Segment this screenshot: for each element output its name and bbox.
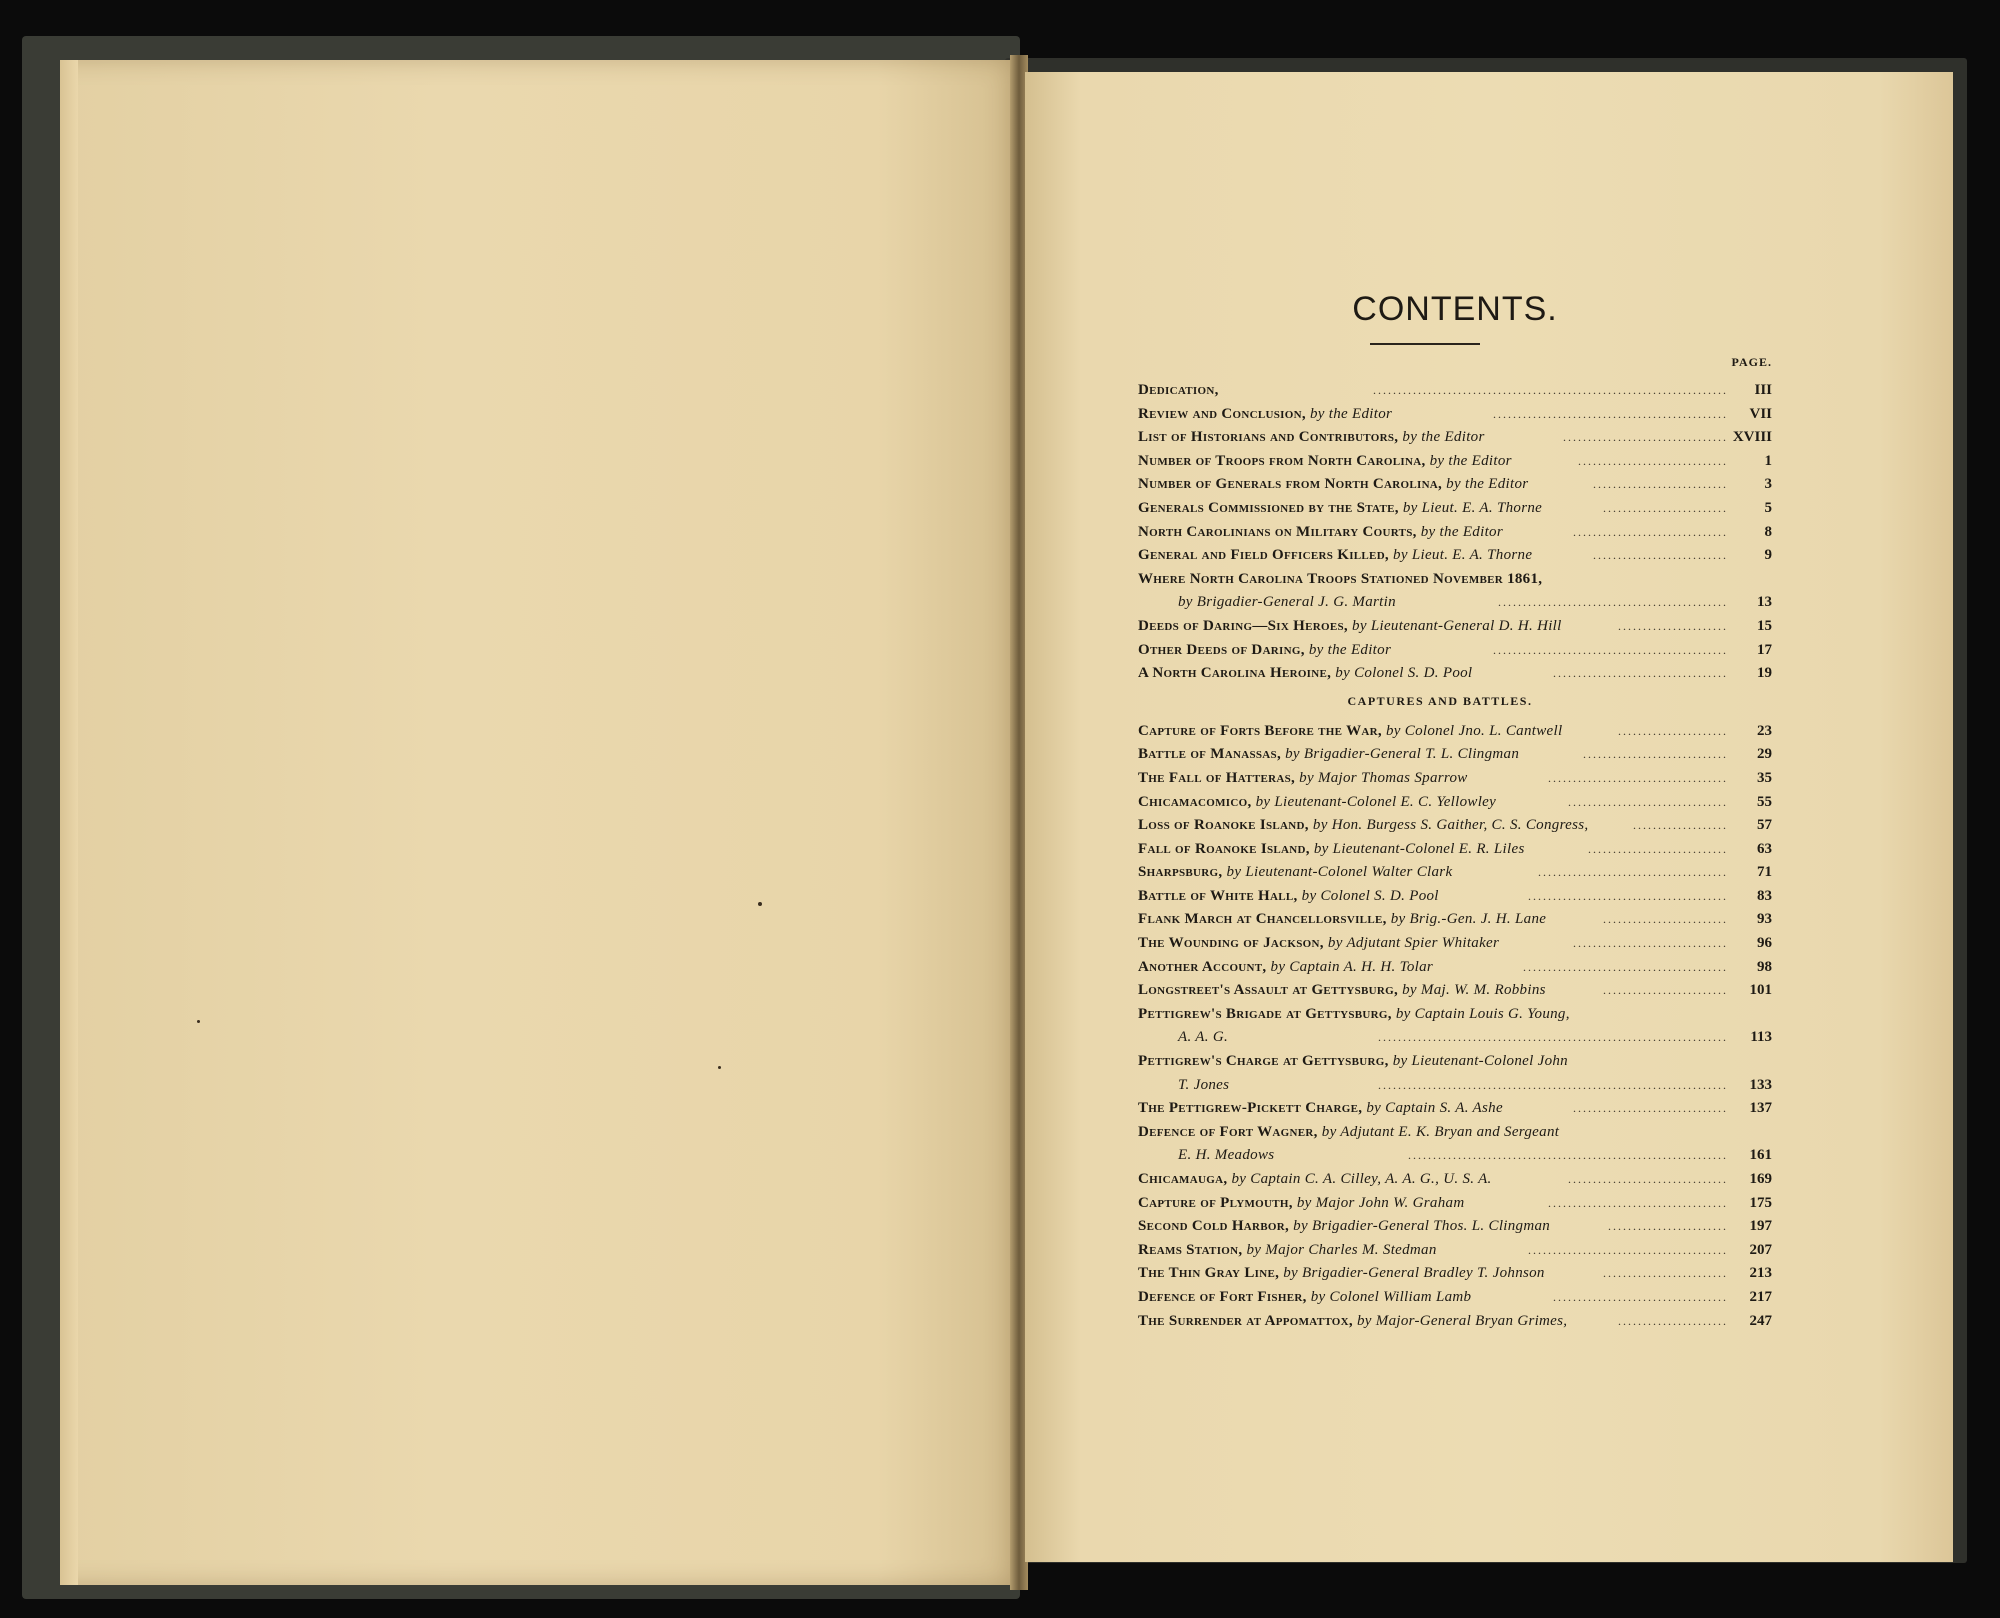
leader-dots: ................................ xyxy=(1568,1172,1728,1186)
contents-entry xyxy=(1138,1050,1772,1074)
entry-page-number: 3 xyxy=(1764,476,1772,493)
entry-author: by Colonel Jno. L. Cantwell xyxy=(1385,722,1563,739)
entry-author: by Colonel William Lamb xyxy=(1310,1288,1472,1305)
contents-entry xyxy=(1138,979,1772,1003)
entry-page-number: 29 xyxy=(1757,746,1772,763)
entry-text xyxy=(1138,956,1433,980)
entry-author: by Hon. Burgess S. Gaither, C. S. Congress, xyxy=(1312,817,1589,834)
entry-title: Capture of Forts Before the War, xyxy=(1138,722,1382,739)
entry-title: Generals Commissioned by the State, xyxy=(1138,499,1399,516)
entry-page-number: 19 xyxy=(1757,665,1772,682)
entry-page-number: 175 xyxy=(1749,1194,1772,1211)
entry-page-number: 161 xyxy=(1749,1147,1772,1164)
table-of-contents xyxy=(1138,290,1772,1333)
entry-title: Other Deeds of Daring, xyxy=(1138,641,1305,658)
entry-text xyxy=(1138,743,1519,767)
entry-title: Number of Troops from North Carolina, xyxy=(1138,452,1426,469)
entry-text xyxy=(1138,1168,1492,1192)
entry-page-number: 207 xyxy=(1749,1241,1772,1258)
entry-title: Fall of Roanoke Island, xyxy=(1138,840,1310,857)
entry-author: by Major Charles M. Stedman xyxy=(1246,1241,1437,1258)
leader-dots: ............................... xyxy=(1573,936,1728,951)
contents-entry xyxy=(1138,544,1772,568)
leader-dots: ...................... xyxy=(1618,723,1728,738)
entry-title: A North Carolina Heroine, xyxy=(1138,665,1332,682)
entry-author: by Brigadier-General J. G. Martin xyxy=(1178,594,1396,611)
entry-text xyxy=(1138,639,1391,663)
entry-title: General and Field Officers Killed, xyxy=(1138,547,1389,564)
entry-author: by Lieutenant-Colonel John xyxy=(1392,1053,1568,1070)
leader-dots: ........................ xyxy=(1608,1219,1728,1234)
entry-text xyxy=(1138,838,1525,862)
entry-page-number: 133 xyxy=(1749,1076,1772,1093)
leader-dots: ......................... xyxy=(1603,1266,1728,1281)
contents-entry xyxy=(1138,814,1772,838)
leader-dots: ......................................... xyxy=(1523,959,1728,974)
entry-author: A. A. G. xyxy=(1178,1029,1229,1046)
entry-title: Second Cold Harbor, xyxy=(1138,1218,1290,1235)
contents-entry xyxy=(1138,1262,1772,1286)
entry-text xyxy=(1138,1003,1570,1027)
entry-page-number: 55 xyxy=(1757,793,1772,810)
entry-page-number: 13 xyxy=(1757,594,1772,611)
entry-page-number: 63 xyxy=(1757,840,1772,857)
entry-title: Sharpsburg, xyxy=(1138,864,1223,881)
entry-text xyxy=(1138,544,1532,568)
leader-dots: ................................................................ xyxy=(1408,1148,1728,1163)
contents-entry xyxy=(1138,662,1772,686)
contents-entry xyxy=(1138,521,1772,545)
contents-entry xyxy=(1138,450,1772,474)
entry-title: The Surrender at Appomattox, xyxy=(1138,1312,1353,1329)
entry-text xyxy=(1138,1310,1567,1334)
entry-text xyxy=(1178,1074,1229,1098)
entry-text xyxy=(1138,379,1219,403)
leader-dots: ................................ xyxy=(1568,794,1728,809)
contents-entry xyxy=(1138,767,1772,791)
entry-text xyxy=(1138,885,1439,909)
contents-entry xyxy=(1138,1097,1772,1121)
leader-dots: ............................ xyxy=(1588,841,1728,856)
entry-text xyxy=(1138,662,1472,686)
contents-entry xyxy=(1138,908,1772,932)
entry-title: The Thin Gray Line, xyxy=(1138,1265,1280,1282)
paper-speck xyxy=(197,1020,200,1023)
entry-title: Longstreet's Assault at Gettysburg, xyxy=(1138,982,1399,999)
left-endpaper xyxy=(60,60,1022,1585)
entry-title: Number of Generals from North Carolina, xyxy=(1138,476,1443,493)
entry-title: Defence of Fort Wagner, xyxy=(1138,1123,1318,1140)
contents-entries xyxy=(1138,379,1772,686)
page-column-header: PAGE. xyxy=(1731,355,1772,369)
contents-entry xyxy=(1138,838,1772,862)
entry-page-number: VII xyxy=(1749,405,1772,422)
contents-entry xyxy=(1138,426,1772,450)
contents-entry xyxy=(1138,497,1772,521)
contents-entry xyxy=(1138,1215,1772,1239)
entry-author: by Lieut. E. A. Thorne xyxy=(1393,547,1533,564)
leader-dots: ...................... xyxy=(1618,618,1728,633)
entry-author: by Major Thomas Sparrow xyxy=(1299,769,1468,786)
entry-page-number: III xyxy=(1754,382,1772,398)
contents-entry xyxy=(1138,379,1772,403)
contents-entry xyxy=(1138,568,1772,592)
entry-page-number: 169 xyxy=(1749,1171,1772,1187)
entry-page-number: 1 xyxy=(1764,452,1772,469)
entry-title: Battle of Manassas, xyxy=(1138,746,1281,763)
entry-author: by Colonel S. D. Pool xyxy=(1335,665,1473,682)
entry-text xyxy=(1138,521,1503,545)
entry-text xyxy=(1138,908,1546,932)
entry-title: Pettigrew's Brigade at Gettysburg, xyxy=(1138,1005,1392,1022)
contents-entry xyxy=(1138,1168,1772,1192)
leader-dots: ............................. xyxy=(1583,747,1728,762)
entry-text xyxy=(1138,426,1485,450)
contents-entry xyxy=(1138,639,1772,663)
leader-dots: ...................................................................... xyxy=(1378,1030,1728,1045)
entry-page-number: 101 xyxy=(1749,982,1772,999)
contents-entry xyxy=(1138,932,1772,956)
entry-page-number: 8 xyxy=(1764,523,1772,540)
entry-author: by Captain C. A. Cilley, A. A. G., U. S. A. xyxy=(1231,1171,1492,1187)
entry-page-number: 23 xyxy=(1757,722,1772,739)
leader-dots: ............................... xyxy=(1573,1101,1728,1116)
entry-text xyxy=(1178,591,1396,615)
leader-dots: ...................................... xyxy=(1538,865,1728,880)
entry-text xyxy=(1138,403,1392,427)
contents-entry xyxy=(1138,1286,1772,1310)
leader-dots: ...................... xyxy=(1618,1313,1728,1328)
entry-author: by Brigadier-General T. L. Clingman xyxy=(1285,746,1520,763)
contents-entry xyxy=(1138,1026,1772,1050)
contents-entry xyxy=(1138,720,1772,744)
entry-page-number: 98 xyxy=(1757,958,1772,975)
contents-entry xyxy=(1138,1239,1772,1263)
entry-page-number: 5 xyxy=(1764,499,1772,516)
entry-author: by Brig.-Gen. J. H. Lane xyxy=(1390,911,1547,928)
entry-title: Reams Station, xyxy=(1138,1241,1243,1258)
entry-page-number: 17 xyxy=(1757,641,1772,658)
entry-author: by the Editor xyxy=(1309,405,1393,422)
entry-title: Deeds of Daring—Six Heroes, xyxy=(1138,617,1348,634)
entry-author: by the Editor xyxy=(1429,452,1512,469)
leader-dots: ................................... xyxy=(1553,1289,1728,1304)
entry-title: North Carolinians on Military Courts, xyxy=(1138,523,1417,540)
entry-author: by the Editor xyxy=(1446,476,1529,493)
entry-page-number: XVIII xyxy=(1732,429,1772,446)
leader-dots: .............................. xyxy=(1578,453,1728,468)
leader-dots: ................................. xyxy=(1563,430,1728,445)
entry-title: The Pettigrew-Pickett Charge, xyxy=(1138,1100,1363,1117)
entry-text xyxy=(1138,1192,1464,1216)
entry-text xyxy=(1138,1286,1471,1310)
contents-entry xyxy=(1138,1192,1772,1216)
leader-dots: ........................... xyxy=(1593,548,1728,563)
leader-dots: .................................... xyxy=(1548,770,1728,785)
entry-title: The Fall of Hatteras, xyxy=(1138,769,1296,786)
entry-title: The Wounding of Jackson, xyxy=(1138,935,1324,952)
entry-author: by Adjutant Spier Whitaker xyxy=(1327,935,1500,952)
entry-title: Loss of Roanoke Island, xyxy=(1138,817,1309,834)
entry-page-number: 83 xyxy=(1757,887,1772,904)
contents-entry xyxy=(1138,615,1772,639)
contents-entry xyxy=(1138,956,1772,980)
entry-author: by Lieut. E. A. Thorne xyxy=(1402,499,1543,516)
leader-dots: ................... xyxy=(1633,818,1728,833)
entry-page-number: 96 xyxy=(1757,935,1772,952)
entry-author: by Colonel S. D. Pool xyxy=(1301,887,1439,904)
entry-page-number: 113 xyxy=(1750,1029,1772,1046)
title-rule xyxy=(1370,343,1480,345)
leader-dots: ............................... xyxy=(1573,524,1728,539)
entry-author: by Major John W. Graham xyxy=(1296,1194,1465,1211)
entry-author: by Captain Louis G. Young, xyxy=(1395,1005,1570,1022)
entry-author: by Maj. W. M. Robbins xyxy=(1402,982,1546,999)
entry-title: Flank March at Chancellorsville, xyxy=(1138,911,1387,928)
paper-speck xyxy=(758,902,762,906)
contents-title: CONTENTS. xyxy=(1352,290,1558,328)
entry-title: Capture of Plymouth, xyxy=(1138,1194,1293,1211)
leader-dots: ................................... xyxy=(1553,666,1728,681)
entry-title: Defence of Fort Fisher, xyxy=(1138,1288,1307,1305)
entry-author: by Major-General Bryan Grimes, xyxy=(1357,1312,1568,1329)
contents-entry xyxy=(1138,791,1772,815)
entry-page-number: 57 xyxy=(1757,817,1772,834)
entry-title: Review and Conclusion, xyxy=(1138,405,1306,422)
leader-dots: ............................................... xyxy=(1493,406,1728,421)
entry-text xyxy=(1138,720,1562,744)
entry-author: by Brigadier-General Thos. L. Clingman xyxy=(1293,1218,1551,1235)
entry-text xyxy=(1138,615,1562,639)
entry-page-number: 71 xyxy=(1757,864,1772,881)
entry-text xyxy=(1138,861,1452,885)
entry-page-number: 9 xyxy=(1764,547,1772,564)
entry-text xyxy=(1138,1121,1559,1145)
entry-text xyxy=(1138,497,1542,521)
entry-page-number: 247 xyxy=(1749,1312,1772,1329)
contents-entry xyxy=(1138,743,1772,767)
entry-text xyxy=(1178,1026,1228,1050)
leader-dots: ........................................ xyxy=(1528,888,1728,903)
contents-entry xyxy=(1138,861,1772,885)
contents-entry xyxy=(1138,1121,1772,1145)
entry-text xyxy=(1138,791,1496,815)
entry-text xyxy=(1138,1050,1568,1074)
contents-entry xyxy=(1138,1003,1772,1027)
entry-author: by the Editor xyxy=(1420,523,1503,540)
leader-dots: ........................................ xyxy=(1528,1242,1728,1257)
contents-entry xyxy=(1138,1144,1772,1168)
leader-dots: .................................... xyxy=(1548,1195,1728,1210)
entry-page-number: 35 xyxy=(1757,769,1772,786)
leader-dots: ........................... xyxy=(1593,477,1728,492)
entry-text xyxy=(1138,932,1499,956)
entry-title: List of Historians and Contributors, xyxy=(1138,429,1399,446)
entry-text xyxy=(1138,568,1542,592)
contents-entry xyxy=(1138,1074,1772,1098)
entry-author: T. Jones xyxy=(1178,1076,1230,1093)
entry-title: Where North Carolina Troops Stationed November 1861, xyxy=(1138,570,1543,587)
entry-page-number: 197 xyxy=(1749,1218,1772,1235)
leader-dots: ......................... xyxy=(1603,983,1728,998)
leader-dots: ......................... xyxy=(1603,500,1728,515)
entry-author: by Captain S. A. Ashe xyxy=(1366,1100,1503,1117)
entry-title: Pettigrew's Charge at Gettysburg, xyxy=(1138,1053,1389,1070)
entry-page-number: 137 xyxy=(1749,1100,1772,1117)
entry-page-number: 217 xyxy=(1749,1288,1772,1305)
entry-author: by Lieutenant-Colonel E. C. Yellowley xyxy=(1255,793,1497,810)
entry-text xyxy=(1138,473,1528,497)
entry-author: by Lieutenant-Colonel Walter Clark xyxy=(1226,864,1453,881)
contents-entry xyxy=(1138,885,1772,909)
leader-dots: ...................................................................... xyxy=(1378,1077,1728,1092)
entry-text xyxy=(1138,979,1546,1003)
entry-author: by the Editor xyxy=(1308,641,1392,658)
entry-text xyxy=(1138,814,1588,838)
leader-dots: ............................................... xyxy=(1493,642,1728,657)
entry-page-number: 213 xyxy=(1749,1265,1772,1282)
entry-title: Chicamacomico, xyxy=(1138,793,1252,810)
contents-entry xyxy=(1138,473,1772,497)
contents-entry xyxy=(1138,1310,1772,1334)
entry-title: Battle of White Hall, xyxy=(1138,887,1298,904)
entry-text xyxy=(1138,1097,1503,1121)
paper-speck xyxy=(718,1066,721,1069)
section-heading: CAPTURES AND BATTLES. xyxy=(1347,693,1533,708)
entry-text xyxy=(1138,1215,1550,1239)
leader-dots: ....................................................................... xyxy=(1373,383,1728,397)
entry-author: by Brigadier-General Bradley T. Johnson xyxy=(1283,1265,1545,1282)
entry-author: by Adjutant E. K. Bryan and Sergeant xyxy=(1321,1123,1560,1140)
entry-author: by Lieutenant-Colonel E. R. Liles xyxy=(1313,840,1525,857)
endpaper-edge xyxy=(60,60,78,1585)
entry-author: by Lieutenant-General D. H. Hill xyxy=(1352,617,1562,634)
contents-entries-battles xyxy=(1138,720,1772,1333)
contents-entry xyxy=(1138,591,1772,615)
entry-author: by the Editor xyxy=(1402,429,1485,446)
leader-dots: ......................... xyxy=(1603,912,1728,927)
entry-title: Dedication, xyxy=(1138,382,1219,398)
entry-page-number: 93 xyxy=(1757,911,1772,928)
entry-author: by Captain A. H. H. Tolar xyxy=(1270,958,1434,975)
entry-text xyxy=(1178,1144,1274,1168)
entry-page-number: 15 xyxy=(1757,617,1772,634)
entry-author: E. H. Meadows xyxy=(1178,1147,1275,1164)
entry-text xyxy=(1138,767,1468,791)
entry-text xyxy=(1138,1262,1545,1286)
contents-entry xyxy=(1138,403,1772,427)
leader-dots: .............................................. xyxy=(1498,595,1728,610)
entry-title: Another Account, xyxy=(1138,958,1267,975)
entry-text xyxy=(1138,450,1512,474)
entry-title: Chicamauga, xyxy=(1138,1171,1228,1187)
entry-text xyxy=(1138,1239,1437,1263)
